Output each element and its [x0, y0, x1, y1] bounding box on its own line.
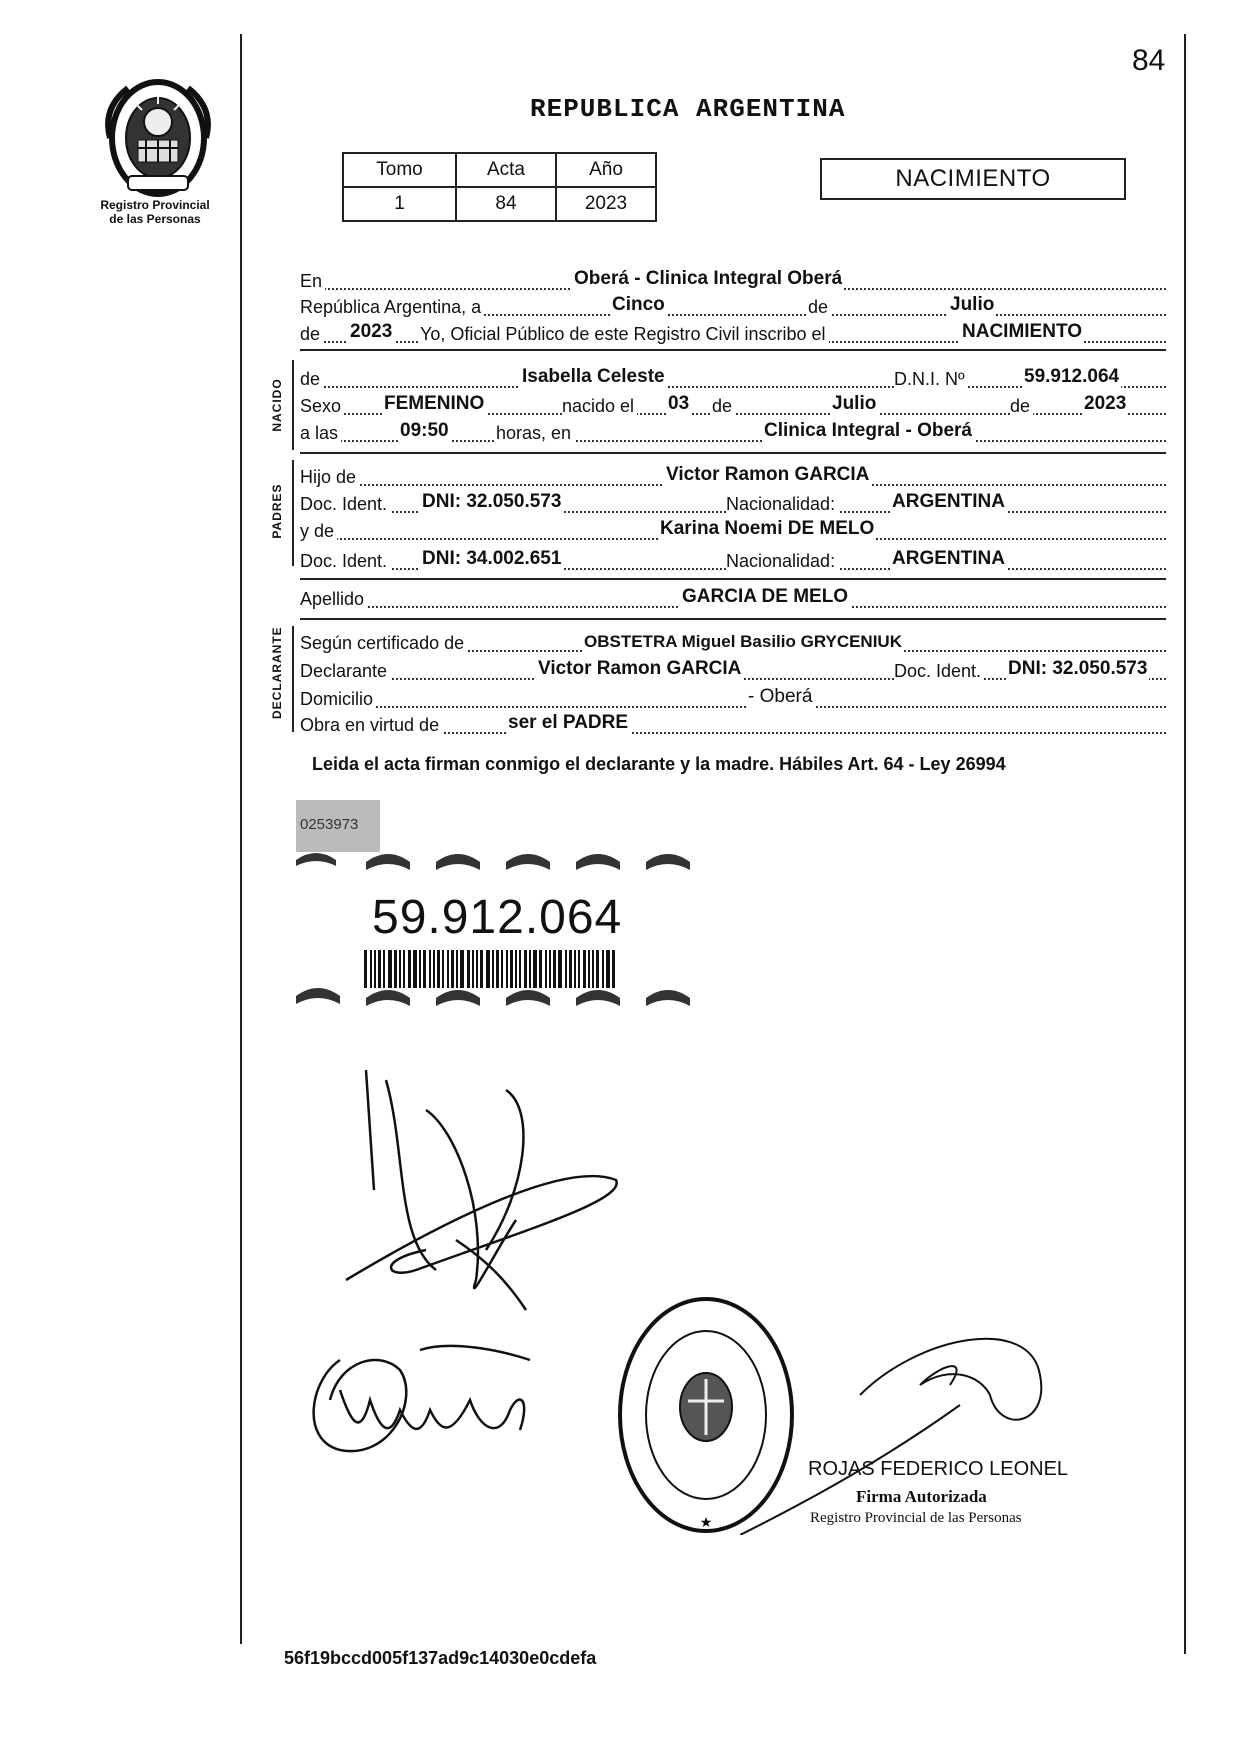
father-doc-value: DNI: 32.050.573 — [422, 491, 562, 512]
row-time-place: a las 09:50 horas, en Clinica Integral - Oberá — [300, 418, 1166, 444]
row-surname: Apellido GARCIA DE MELO — [300, 584, 1166, 610]
province-coat-of-arms-logo — [98, 78, 218, 198]
sticker-small-number: 0253973 — [300, 816, 359, 833]
anio-header: Año — [556, 153, 656, 187]
father-nationality-value: ARGENTINA — [892, 491, 1005, 512]
sticker-id-number: 59.912.064 — [372, 891, 623, 944]
day-words-value: Cinco — [612, 294, 665, 315]
delegation-seal-stamp — [616, 1295, 796, 1535]
tomo-value: 1 — [343, 187, 456, 221]
declarant-doc-value: DNI: 32.050.573 — [1008, 658, 1148, 679]
row-address: Domicilio - Oberá — [300, 684, 1166, 710]
event-value: NACIMIENTO — [962, 321, 1082, 342]
officer-title: Firma Autorizada — [856, 1487, 987, 1506]
address-value: - Oberá — [748, 686, 813, 707]
closing-statement: Leida el acta firman conmigo el declarante y la madre. Hábiles Art. 64 - Ley 26994 — [312, 754, 1006, 774]
row-mother-doc: Doc. Ident. DNI: 34.002.651 Nacionalidad: ARGENTINA — [300, 546, 1166, 572]
row-year-event: de 2023 Yo, Oficial Público de este Registro Civil inscribo el NACIMIENTO — [300, 319, 1166, 345]
year-value: 2023 — [350, 321, 393, 342]
row-child-name: de Isabella Celeste D.N.I. Nº 59.912.064 — [300, 364, 1166, 390]
declarant-value: Victor Ramon GARCIA — [538, 658, 742, 679]
page-number: 84 — [1132, 44, 1166, 77]
document-hash: 56f19bccd005f137ad9c14030e0cdefa — [284, 1648, 597, 1668]
row-certificate: Según certificado de OBSTETRA Miguel Basilio GRYCENIUK — [300, 628, 1166, 654]
row-sex-birthdate: Sexo FEMENINO nacido el 03 de Julio de 2023 — [300, 391, 1166, 417]
section-label-padres: PADRES — [270, 483, 284, 539]
officer-registry: Registro Provincial de las Personas — [810, 1510, 1022, 1526]
row-place: En Oberá - Clinica Integral Oberá — [300, 266, 1166, 292]
right-margin-line — [1184, 34, 1186, 1654]
record-reference-table — [342, 152, 657, 222]
birth-place-value: Clinica Integral - Oberá — [764, 420, 972, 441]
record-type-box: NACIMIENTO — [820, 158, 1126, 200]
mother-signature — [300, 1340, 540, 1470]
mother-doc-value: DNI: 34.002.651 — [422, 548, 562, 569]
surname-value: GARCIA DE MELO — [682, 586, 849, 607]
anio-value: 2023 — [556, 187, 656, 221]
acta-header: Acta — [456, 153, 556, 187]
svg-text:★: ★ — [699, 1515, 713, 1531]
mother-name-value: Karina Noemi DE MELO — [660, 518, 875, 539]
birth-year-value: 2023 — [1084, 393, 1127, 414]
acta-value: 84 — [456, 187, 556, 221]
row-date: República Argentina, a Cinco de Julio — [300, 292, 1166, 318]
place-value: Oberá - Clinica Integral Oberá — [574, 268, 843, 289]
birth-time-value: 09:50 — [400, 420, 449, 441]
section-label-declarante: DECLARANTE — [270, 626, 284, 719]
officer-name: ROJAS FEDERICO LEONEL — [808, 1458, 1069, 1480]
row-mother: y de Karina Noemi DE MELO — [300, 516, 1166, 542]
month-value: Julio — [950, 294, 995, 315]
sex-value: FEMENINO — [384, 393, 485, 414]
registry-name: Registro Provincial de las Personas — [100, 198, 210, 226]
tomo-header: Tomo — [343, 153, 456, 187]
acting-as-value: ser el PADRE — [508, 712, 629, 733]
child-name-value: Isabella Celeste — [522, 366, 665, 387]
father-name-value: Victor Ramon GARCIA — [666, 464, 870, 485]
row-father: Hijo de Victor Ramon GARCIA — [300, 462, 1166, 488]
section-divider — [300, 349, 1166, 351]
row-declarant: Declarante Victor Ramon GARCIA Doc. Ident. DNI: 32.050.573 — [300, 656, 1166, 682]
certificate-value: OBSTETRA Miguel Basilio GRYCENIUK — [584, 632, 902, 651]
row-acting-as: Obra en virtud de ser el PADRE — [300, 710, 1166, 736]
declarant-signature — [326, 1070, 626, 1330]
left-margin-line — [240, 34, 242, 1644]
document-heading: REPUBLICA ARGENTINA — [530, 94, 846, 124]
birth-day-value: 03 — [668, 393, 690, 414]
birth-month-value: Julio — [832, 393, 877, 414]
child-dni-value: 59.912.064 — [1024, 366, 1120, 387]
section-label-nacido: NACIDO — [270, 378, 284, 432]
mother-nationality-value: ARGENTINA — [892, 548, 1005, 569]
row-father-doc: Doc. Ident. DNI: 32.050.573 Nacionalidad: ARGENTINA — [300, 489, 1166, 515]
